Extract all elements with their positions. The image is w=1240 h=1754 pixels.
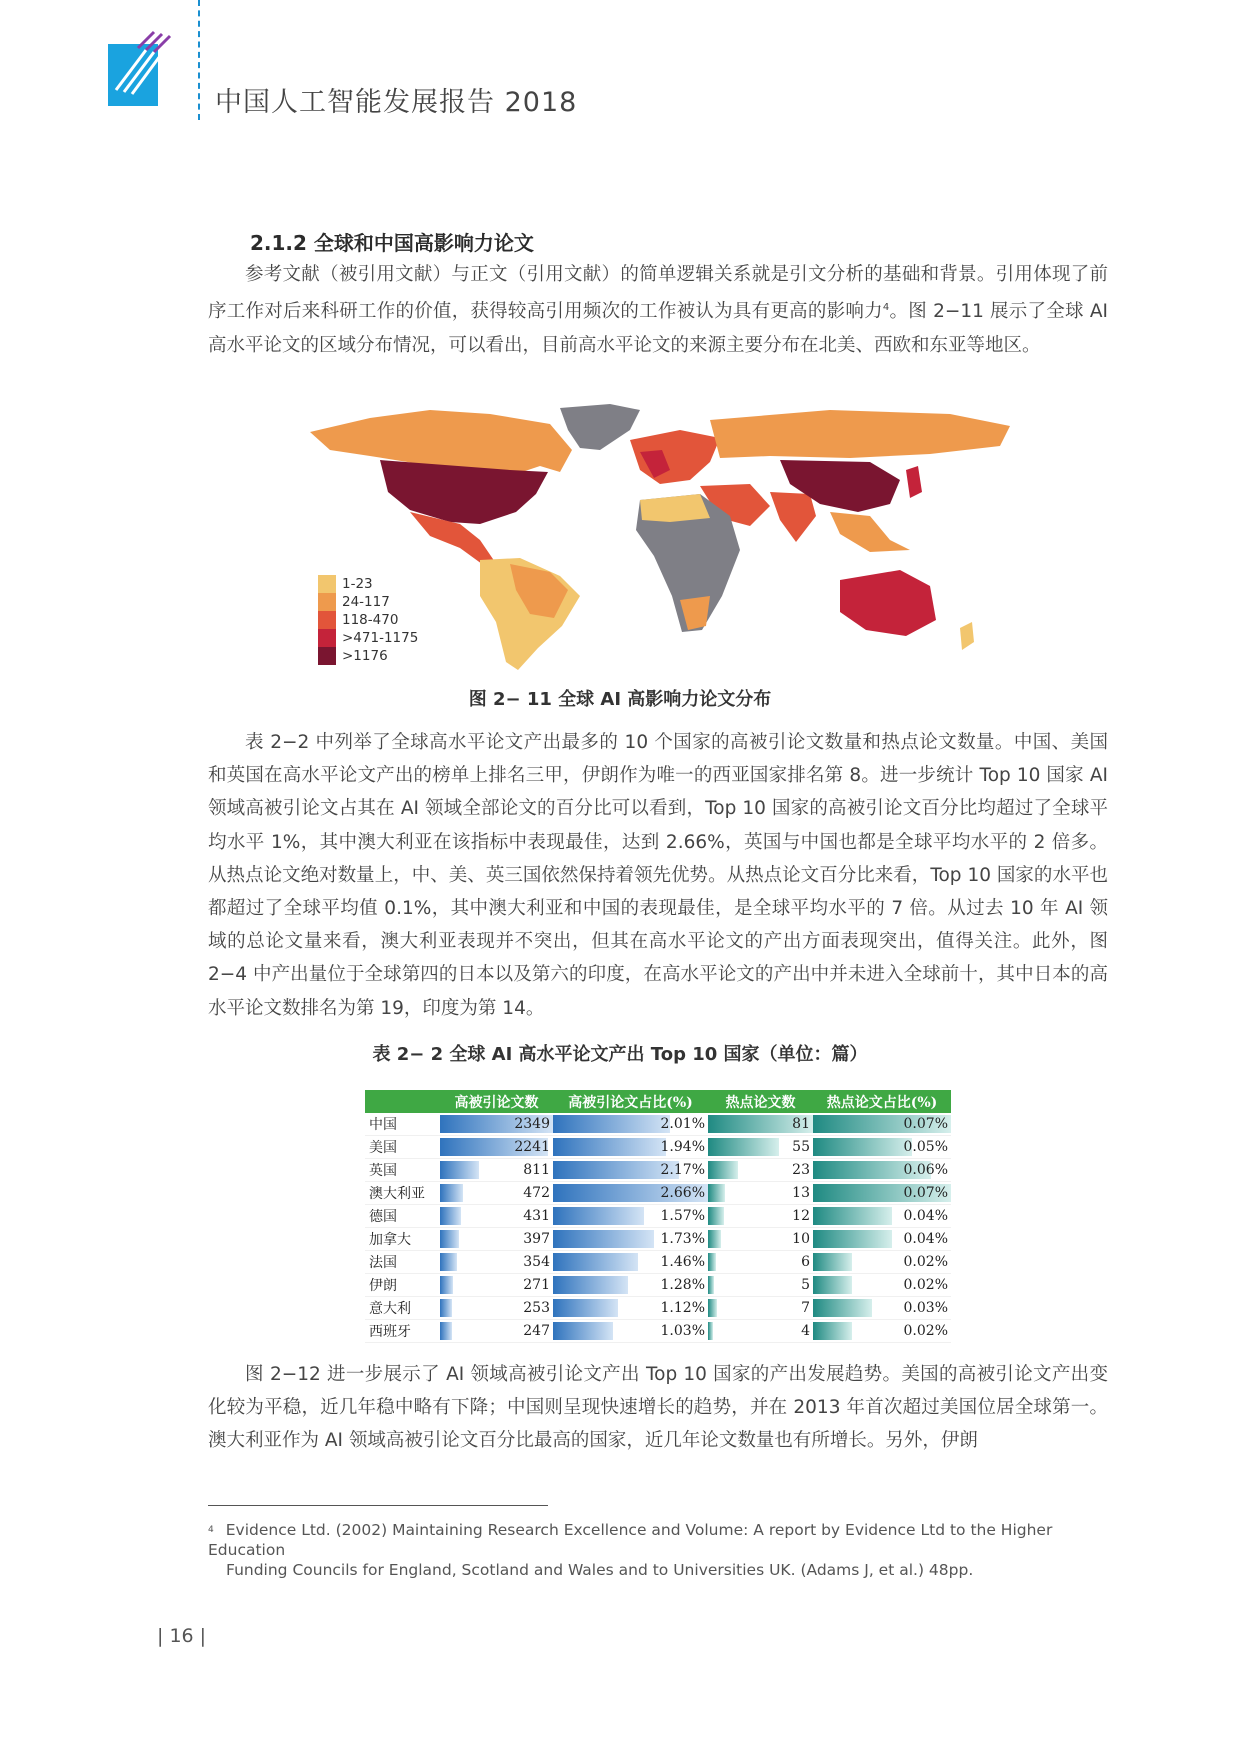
cell-value: 1.12% <box>660 1300 705 1316</box>
cell-highly-cited-pct <box>553 1228 708 1250</box>
cell-highly-cited-pct <box>553 1297 708 1319</box>
cell-hot <box>708 1113 813 1135</box>
cell-hot <box>708 1297 813 1319</box>
cell-highly-cited <box>440 1136 553 1158</box>
header-highly-cited-pct: 高被引论文占比(%) <box>568 1094 693 1111</box>
header-highly-cited: 高被引论文数 <box>454 1094 539 1111</box>
legend-swatch <box>318 647 336 665</box>
cell-hot <box>708 1251 813 1273</box>
data-bar <box>440 1161 479 1179</box>
cell-value: 1.28% <box>660 1277 705 1293</box>
cell-hot <box>708 1182 813 1204</box>
header-hot-pct: 热点论文占比(%) <box>826 1094 938 1111</box>
data-bar <box>553 1138 666 1156</box>
footnote-mark: 4 <box>208 1525 214 1535</box>
legend-item <box>318 647 418 665</box>
footnote <box>208 1520 1118 1580</box>
cell-hot <box>708 1159 813 1181</box>
data-bar <box>708 1161 738 1179</box>
cell-country: 伊朗 <box>369 1278 397 1294</box>
cell-highly-cited-pct <box>553 1205 708 1227</box>
cell-country: 美国 <box>369 1140 397 1156</box>
cell-hot-pct <box>813 1182 951 1204</box>
cell-highly-cited-pct <box>553 1159 708 1181</box>
map-legend <box>318 575 418 665</box>
table-row <box>365 1205 951 1228</box>
cell-value: 2.66% <box>660 1185 705 1201</box>
paragraph-2: 表 2−2 中列举了全球高水平论文产出最多的 10 个国家的高被引论文数量和热点论文数量。中国、美国和英国在高水平论文产出的榜单上排名三甲，伊朗作为唯一的西亚国家排名第 8。进一步统计 Top 10 国家 AI 领域高被引论文占其在 AI 领域全部论文的百分比可以看到，Top 10 国家的高被引论文百分比均超过了全球平均水平 1%，其中澳大利亚在该指标中表现最佳，达到 2.66%，英国与中国也都是全球平均水平的 2 倍多。从热点论文绝对数量上，中、美、英三国依然保持着领先优势。从热点论文百分比来看，Top 10 国家的水平也都超过了全球平均值 0.1%，其中澳大利亚和中国的表现最佳，是全球平均水平的 7 倍。从过去 10 年 AI 领域的总论文量来看，澳大利亚表现并不突出，但其在高水平论文的产出方面表现突出，值得关注。此外，图 2−4 中产出量位于全球第四的日本以及第六的印度，在高水平论文的产出中并未进入全球前十，其中日本的高水平论文数排名为第 19，印度为第 14。 <box>208 732 1108 1019</box>
cell-hot <box>708 1205 813 1227</box>
cell-value: 12 <box>792 1208 810 1224</box>
cell-value: 81 <box>792 1116 810 1132</box>
legend-item <box>318 593 418 611</box>
cell-value: 55 <box>792 1139 810 1155</box>
cell-value: 472 <box>523 1185 550 1201</box>
cell-highly-cited <box>440 1297 553 1319</box>
legend-label: >1176 <box>342 648 388 664</box>
footnote-ref[interactable]: 4 <box>882 302 890 314</box>
legend-swatch <box>318 611 336 629</box>
cell-value: 431 <box>523 1208 550 1224</box>
table-row <box>365 1182 951 1205</box>
cell-value: 0.04% <box>903 1208 948 1224</box>
paragraph-1-text: 参考文献（被引用文献）与正文（引用文献）的简单逻辑关系就是引文分析的基础和背景。引用体现了前序工作对后来科研工作的价值，获得较高引用频次的工作被认为具有更高的影响力 <box>208 264 1108 323</box>
cell-value: 811 <box>523 1162 550 1178</box>
legend-swatch <box>318 593 336 611</box>
data-bar <box>708 1299 717 1317</box>
cell-value: 7 <box>801 1300 810 1316</box>
cell-highly-cited <box>440 1320 553 1342</box>
data-bar <box>813 1322 852 1340</box>
legend-swatch <box>318 575 336 593</box>
figure-caption: 图 2− 11 全球 AI 高影响力论文分布 <box>468 689 772 710</box>
cell-hot <box>708 1228 813 1250</box>
cistp-logo <box>108 30 174 110</box>
table-header <box>365 1090 951 1113</box>
cell-value: 1.57% <box>660 1208 705 1224</box>
data-bar <box>440 1322 452 1340</box>
table-row <box>365 1159 951 1182</box>
cell-value: 0.03% <box>903 1300 948 1316</box>
data-bar <box>553 1230 654 1248</box>
cell-value: 397 <box>523 1231 550 1247</box>
cell-country: 英国 <box>369 1163 397 1179</box>
cell-value: 6 <box>801 1254 810 1270</box>
data-bar <box>813 1299 872 1317</box>
cell-hot <box>708 1320 813 1342</box>
cell-value: 0.02% <box>903 1323 948 1339</box>
data-bar <box>553 1276 628 1294</box>
page-number: | 16 | <box>157 1625 207 1647</box>
cell-country: 德国 <box>369 1209 397 1225</box>
data-bar <box>708 1322 713 1340</box>
header-country <box>365 1090 440 1113</box>
cell-highly-cited <box>440 1205 553 1227</box>
paragraph-3: 图 2−12 进一步展示了 AI 领域高被引论文产出 Top 10 国家的产出发展趋势。美国的高被引论文产出变化较为平稳，近几年稳中略有下降；中国则呈现快速增长的趋势，并在 2013 年首次超过美国位居全球第一。澳大利亚作为 AI 领域高被引论文百分比最高的国家，近几年论文数量也有所增长。另外，伊朗 <box>208 1364 1108 1452</box>
cell-value: 253 <box>523 1300 550 1316</box>
cell-country: 澳大利亚 <box>369 1186 425 1202</box>
cell-highly-cited-pct <box>553 1182 708 1204</box>
table-row <box>365 1136 951 1159</box>
report-title: 中国人工智能发展报告 2018 <box>215 87 578 118</box>
data-bar <box>813 1276 852 1294</box>
data-bar <box>813 1230 892 1248</box>
header-hot: 热点论文数 <box>725 1094 796 1111</box>
legend-item <box>318 611 418 629</box>
cell-highly-cited <box>440 1228 553 1250</box>
cell-highly-cited-pct <box>553 1320 708 1342</box>
paragraph-1 <box>208 258 1108 362</box>
data-bar <box>440 1253 457 1271</box>
cell-value: 2.17% <box>660 1162 705 1178</box>
cell-value: 271 <box>523 1277 550 1293</box>
cell-hot-pct <box>813 1113 951 1135</box>
cell-highly-cited-pct <box>553 1113 708 1135</box>
data-bar <box>440 1230 459 1248</box>
top10-table <box>365 1090 951 1343</box>
cell-hot-pct <box>813 1205 951 1227</box>
cell-hot-pct <box>813 1251 951 1273</box>
cell-hot <box>708 1274 813 1296</box>
data-bar <box>553 1299 618 1317</box>
data-bar <box>553 1253 638 1271</box>
table-row <box>365 1251 951 1274</box>
cell-hot-pct <box>813 1136 951 1158</box>
data-bar <box>440 1184 463 1202</box>
cell-country: 中国 <box>369 1117 397 1133</box>
data-bar <box>440 1207 461 1225</box>
data-bar <box>813 1253 852 1271</box>
cell-highly-cited-pct <box>553 1274 708 1296</box>
cell-value: 5 <box>801 1277 810 1293</box>
cell-highly-cited-pct <box>553 1251 708 1273</box>
cell-country: 西班牙 <box>369 1324 411 1340</box>
data-bar <box>708 1230 721 1248</box>
cell-highly-cited <box>440 1274 553 1296</box>
cell-value: 1.03% <box>660 1323 705 1339</box>
cell-hot-pct <box>813 1274 951 1296</box>
cell-value: 0.07% <box>903 1185 948 1201</box>
data-bar <box>440 1299 452 1317</box>
table-row <box>365 1320 951 1343</box>
legend-swatch <box>318 629 336 647</box>
cell-hot <box>708 1136 813 1158</box>
cell-value: 2.01% <box>660 1116 705 1132</box>
data-bar <box>708 1276 714 1294</box>
table-row <box>365 1274 951 1297</box>
footnote-divider <box>208 1505 548 1506</box>
cell-value: 354 <box>523 1254 550 1270</box>
cell-value: 0.02% <box>903 1277 948 1293</box>
cell-highly-cited-pct <box>553 1136 708 1158</box>
legend-item <box>318 575 418 593</box>
cell-value: 247 <box>523 1323 550 1339</box>
section-heading: 2.1.2 全球和中国高影响力论文 <box>250 231 534 255</box>
cell-hot-pct <box>813 1228 951 1250</box>
cell-value: 4 <box>801 1323 810 1339</box>
cell-value: 1.46% <box>660 1254 705 1270</box>
table-row <box>365 1297 951 1320</box>
data-bar <box>813 1138 912 1156</box>
paragraph-1-tail: 。图 2−11 展示了全球 AI 高水平论文的区域分布情况，可以看出，目前高水平论文的来源主要分布在北美、西欧和东亚等地区。 <box>208 301 1108 356</box>
cell-country: 意大利 <box>369 1301 411 1317</box>
footnote-text: Evidence Ltd. (2002) Maintaining Research Excellence and Volume: A report by Evidence Ltd to the Higher Education <box>208 1521 1053 1559</box>
data-bar <box>708 1253 716 1271</box>
data-bar <box>553 1322 613 1340</box>
cell-hot-pct <box>813 1297 951 1319</box>
legend-label: 1-23 <box>342 576 373 592</box>
cell-value: 0.07% <box>903 1116 948 1132</box>
legend-label: 24-117 <box>342 594 390 610</box>
table-caption: 表 2− 2 全球 AI 高水平论文产出 Top 10 国家（单位：篇） <box>372 1044 868 1065</box>
legend-label: 118-470 <box>342 612 399 628</box>
cell-value: 1.73% <box>660 1231 705 1247</box>
cell-highly-cited <box>440 1182 553 1204</box>
data-bar <box>553 1207 644 1225</box>
cell-value: 0.05% <box>903 1139 948 1155</box>
cell-value: 0.04% <box>903 1231 948 1247</box>
cell-hot-pct <box>813 1159 951 1181</box>
table-row <box>365 1228 951 1251</box>
data-bar <box>553 1115 670 1133</box>
cell-value: 0.02% <box>903 1254 948 1270</box>
cell-value: 13 <box>792 1185 810 1201</box>
cell-hot-pct <box>813 1320 951 1342</box>
data-bar <box>708 1207 724 1225</box>
cell-highly-cited <box>440 1251 553 1273</box>
data-bar <box>813 1207 892 1225</box>
table-body <box>365 1113 951 1343</box>
cell-value: 2349 <box>514 1116 550 1132</box>
data-bar <box>708 1138 779 1156</box>
cell-highly-cited <box>440 1159 553 1181</box>
table-row <box>365 1113 951 1136</box>
cell-highly-cited <box>440 1113 553 1135</box>
cell-value: 10 <box>792 1231 810 1247</box>
cell-country: 法国 <box>369 1255 397 1271</box>
cell-value: 0.06% <box>903 1162 948 1178</box>
data-bar <box>708 1184 725 1202</box>
cell-value: 23 <box>792 1162 810 1178</box>
footnote-text-cont: Funding Councils for England, Scotland and Wales and to Universities UK. (Adams J, et al.) 48pp. <box>226 1561 974 1579</box>
legend-item <box>318 629 418 647</box>
legend-label: >471-1175 <box>342 630 419 646</box>
cell-value: 1.94% <box>660 1139 705 1155</box>
cell-country: 加拿大 <box>369 1232 411 1248</box>
cell-value: 2241 <box>514 1139 550 1155</box>
header-divider <box>198 0 200 120</box>
data-bar <box>440 1276 453 1294</box>
